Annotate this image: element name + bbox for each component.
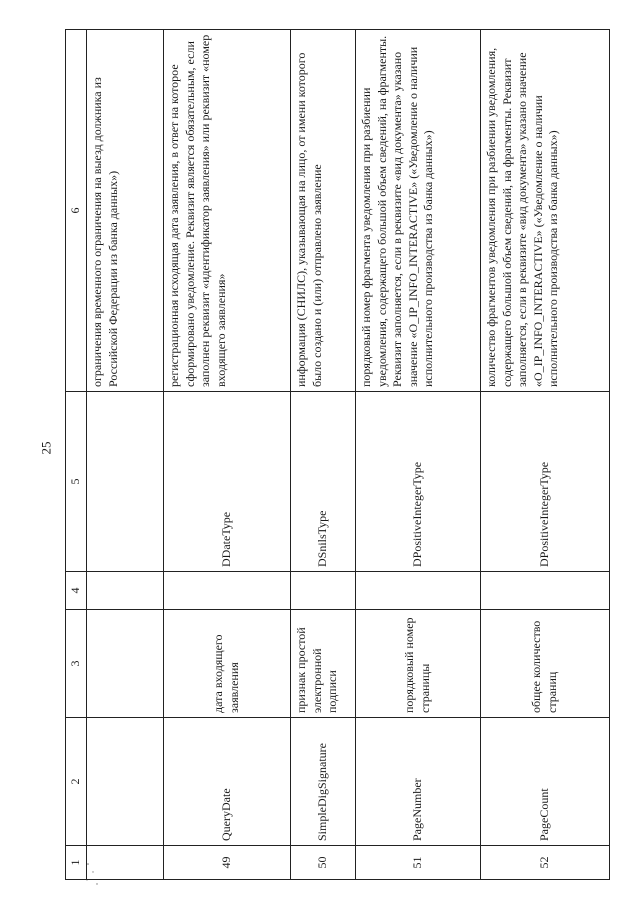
column-4-value	[164, 572, 291, 610]
row-number: 49	[164, 846, 291, 880]
field-name: SimpleDigSignature	[291, 718, 356, 846]
empty-cell	[87, 846, 164, 880]
field-specification-table	[65, 29, 610, 880]
continuation-description: ограничения временного ограничения на выезд должника из Российской Федерации из банка данных»)	[87, 30, 164, 392]
empty-cell	[87, 610, 164, 718]
field-type: DPositiveIntegerType	[481, 392, 610, 572]
field-type: DPositiveIntegerType	[356, 392, 481, 572]
empty-cell	[87, 572, 164, 610]
field-type: DDateType	[164, 392, 291, 572]
page-number: 25	[38, 441, 54, 455]
empty-cell	[87, 718, 164, 846]
field-description: информация (СНИЛС), указывающая на лицо, от имени которого было создано и (или) отправлено заявление	[291, 30, 356, 392]
column-4-value	[356, 572, 481, 610]
row-number: 51	[356, 846, 481, 880]
table-row	[481, 30, 610, 880]
field-name: PageCount	[481, 718, 610, 846]
field-title: общее количество страниц	[481, 610, 610, 718]
field-description: порядковый номер фрагмента уведомления при разбиении уведомления, содержащего большой объем сведений, на фрагменты. Реквизит заполняется, если в реквизите «вид документа» указано значение «O_IP_INFO_INTERACTIVE» («Уведомление о наличии исполнительного производства из банка данных»)	[356, 30, 481, 392]
field-title: порядковый номер страницы	[356, 610, 481, 718]
field-description: регистрационная исходящая дата заявления, в ответ на которое сформировано уведомление. Реквизит является обязательным, если заполнен реквизит «идентификатор заявления» или реквизит «номер входящего заявления»	[164, 30, 291, 392]
column-4-value	[481, 572, 610, 610]
header-cell-1: 1	[66, 846, 87, 880]
header-cell-6: 6	[66, 30, 87, 392]
continuation-row	[87, 30, 164, 880]
field-title: признак простой электронной подписи	[291, 610, 356, 718]
empty-cell	[87, 392, 164, 572]
row-number: 52	[481, 846, 610, 880]
table-row	[291, 30, 356, 880]
header-row	[66, 30, 87, 880]
field-type: DSnilsType	[291, 392, 356, 572]
header-cell-4: 4	[66, 572, 87, 610]
field-description: количество фрагментов уведомления при разбиении уведомления, содержащего большой объем сведений, на фрагменты. Реквизит заполняется, если в реквизите «вид документа» указано значение «O_IP_INFO_INTERACTIVE» («Уведомление о наличии исполнительного производства из банка данных»)	[481, 30, 610, 392]
table-row	[164, 30, 291, 880]
header-cell-3: 3	[66, 610, 87, 718]
table-row	[356, 30, 481, 880]
field-title: дата входящего заявления	[164, 610, 291, 718]
row-number: 50	[291, 846, 356, 880]
rotated-table-container	[65, 30, 565, 880]
field-name: QueryDate	[164, 718, 291, 846]
header-cell-5: 5	[66, 392, 87, 572]
header-cell-2: 2	[66, 718, 87, 846]
field-name: PageNumber	[356, 718, 481, 846]
column-4-value	[291, 572, 356, 610]
